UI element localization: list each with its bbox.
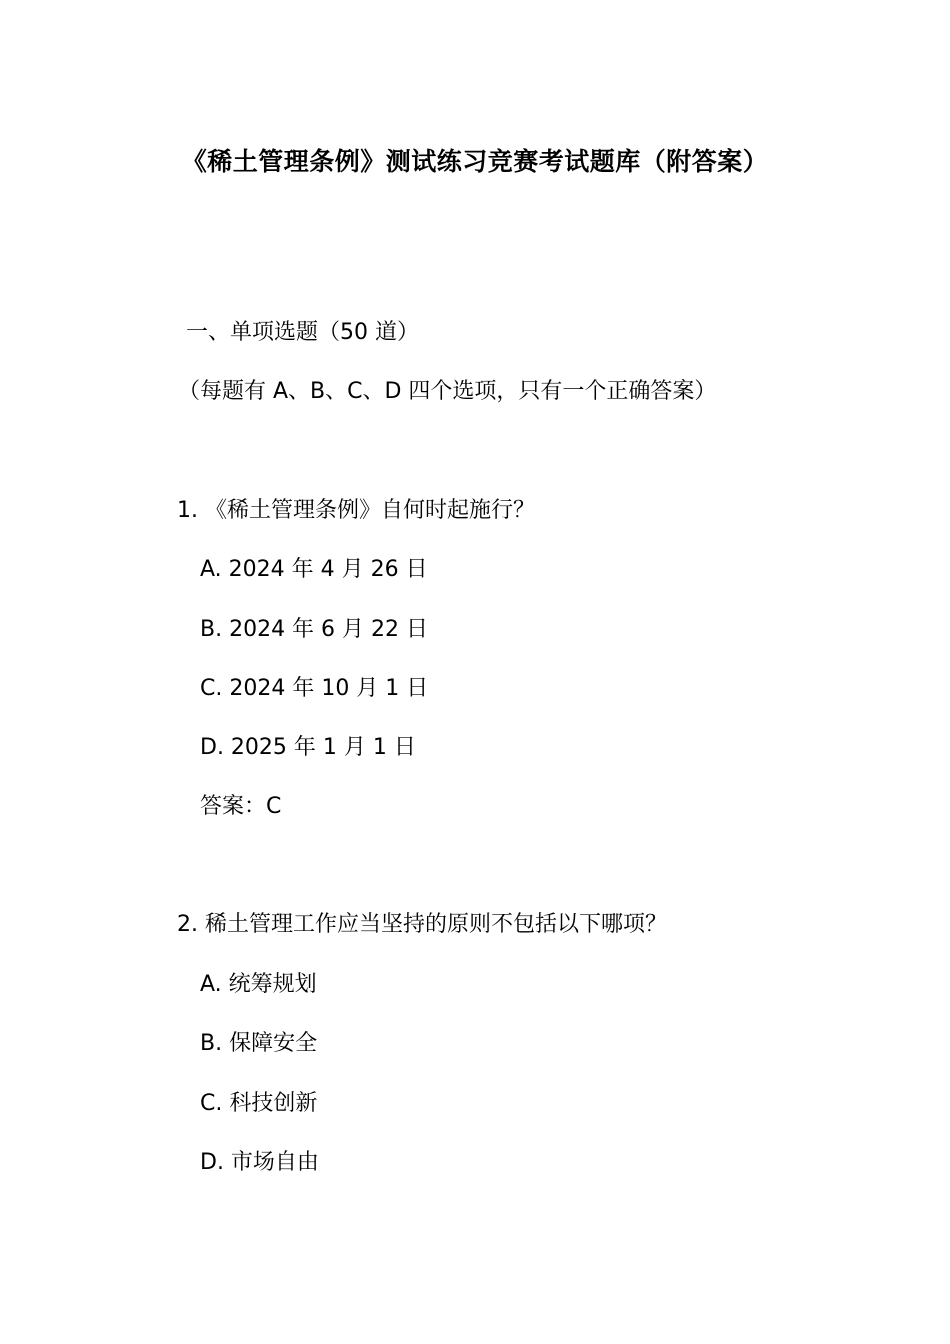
question-1-stem: 1. 《稀土管理条例》自何时起施行？ <box>177 498 535 523</box>
question-1-answer: 答案：C <box>200 794 282 819</box>
question-2-option-d: D. 市场自由 <box>200 1150 319 1175</box>
question-1-option-d: D. 2025 年 1 月 1 日 <box>200 735 416 760</box>
section-heading: 一、单项选题（50 道） <box>186 320 419 345</box>
question-1-option-b: B. 2024 年 6 月 22 日 <box>200 617 429 642</box>
question-2-option-a: A. 统筹规划 <box>200 972 317 997</box>
question-1-option-c: C. 2024 年 10 月 1 日 <box>200 676 429 701</box>
document-title: 《稀土管理条例》测试练习竞赛考试题库（附答案） <box>181 147 769 176</box>
question-2-stem: 2. 稀土管理工作应当坚持的原则不包括以下哪项？ <box>177 912 667 937</box>
question-2-option-b: B. 保障安全 <box>200 1031 318 1056</box>
section-note: （每题有 A、B、C、D 四个选项，只有一个正确答案） <box>178 379 717 404</box>
question-1-option-a: A. 2024 年 4 月 26 日 <box>200 557 428 582</box>
question-2-option-c: C. 科技创新 <box>200 1091 318 1116</box>
